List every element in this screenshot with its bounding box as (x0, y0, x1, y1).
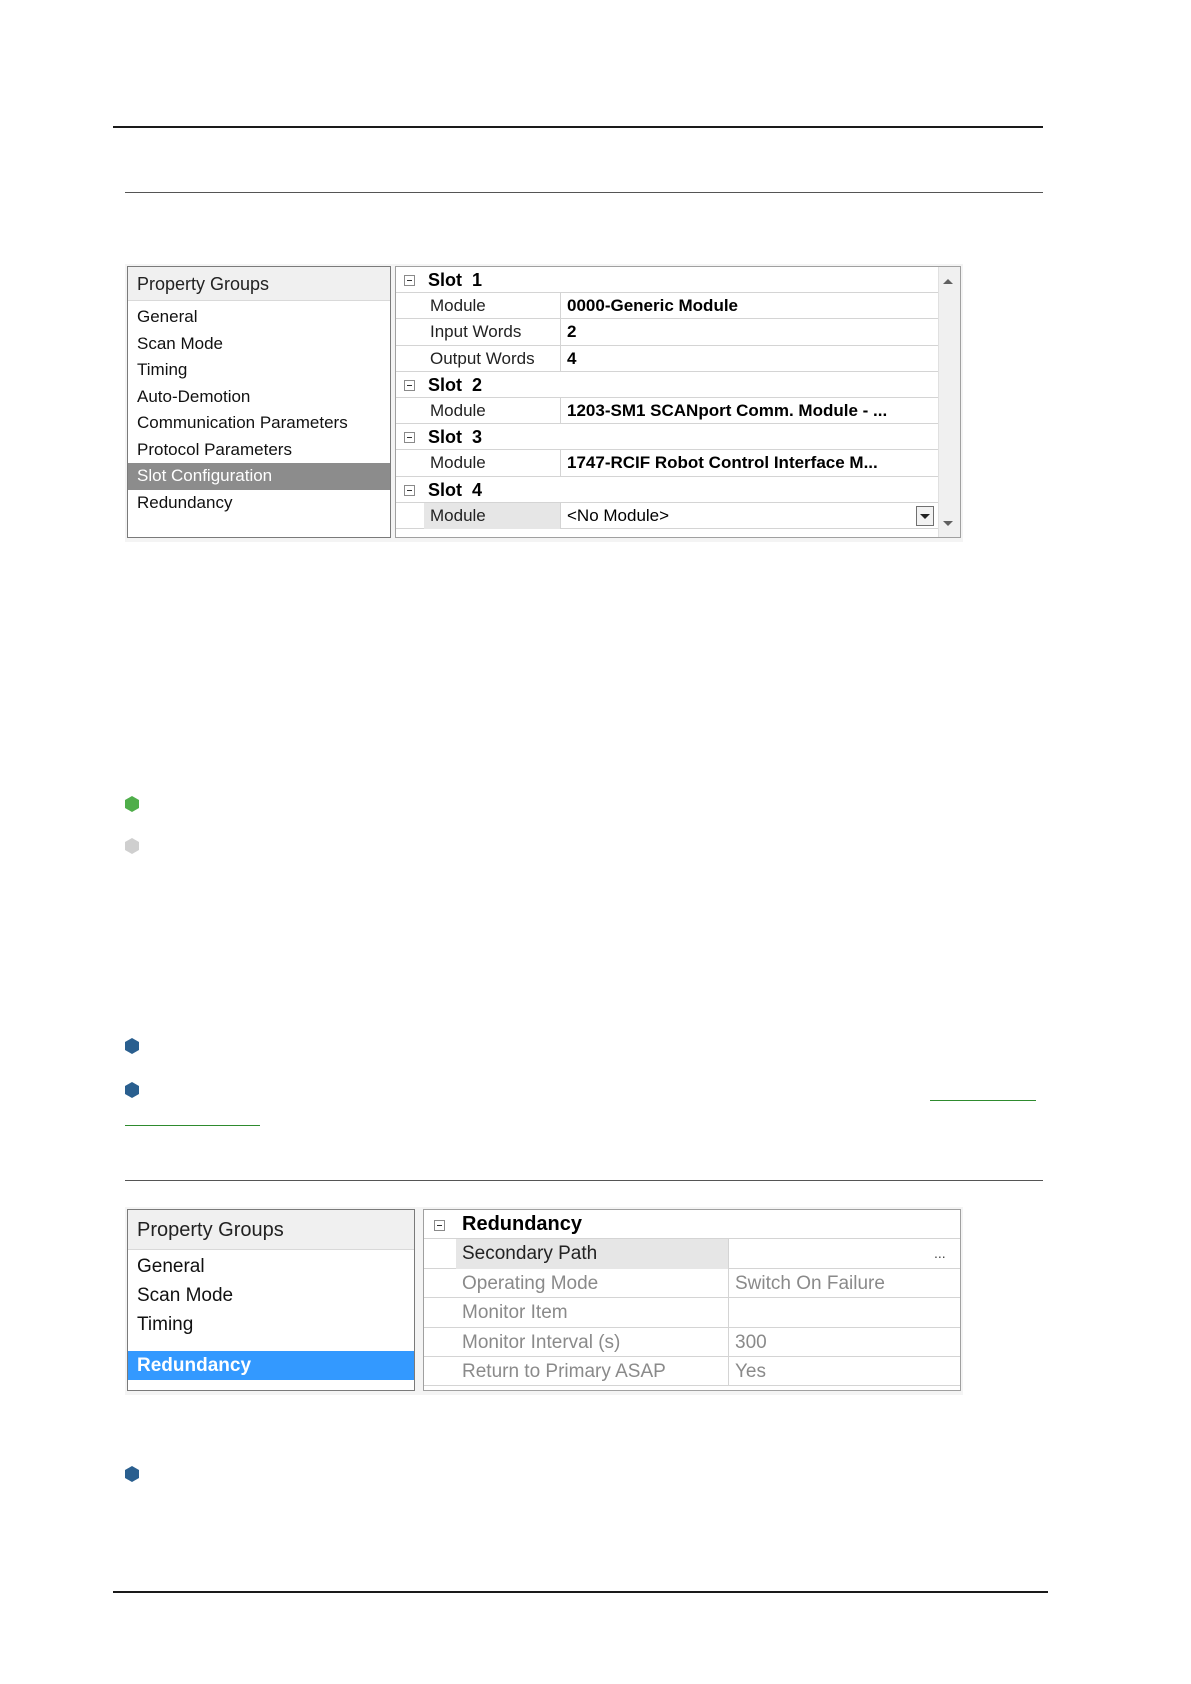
property-name: Return to Primary ASAP (462, 1361, 666, 1382)
property-row[interactable] (396, 503, 938, 529)
collapse-toggle-icon[interactable] (404, 380, 415, 391)
hyperlink-underline[interactable] (125, 1125, 260, 1126)
slot-category-name: Slot 4 (428, 479, 483, 500)
hyperlink-underline[interactable] (930, 1100, 1036, 1101)
property-groups-list (128, 1250, 414, 1380)
property-group-auto-demotion[interactable]: Auto-Demotion (137, 386, 251, 406)
slot-category-name: Slot 1 (428, 270, 483, 290)
property-groups-panel (127, 266, 391, 538)
collapse-toggle-icon[interactable] (434, 1220, 445, 1231)
property-name: Input Words (430, 322, 522, 342)
hexagon-bullet-icon (125, 1466, 139, 1482)
property-value[interactable]: Switch On Failure (728, 1269, 960, 1298)
slot-category-name: Slot 3 (428, 427, 483, 448)
property-row[interactable] (396, 346, 938, 372)
property-name: Secondary Path (456, 1239, 728, 1268)
property-value[interactable]: 1747-RCIF Robot Control Interface M... (560, 450, 938, 476)
slot-category-row[interactable] (396, 372, 938, 398)
hexagon-bullet-icon (125, 1038, 139, 1054)
property-row[interactable] (424, 1269, 960, 1298)
property-name: Module (430, 296, 486, 316)
property-group-general[interactable]: General (137, 1256, 205, 1277)
redundancy-category-name: Redundancy (462, 1213, 583, 1235)
footer-rule (113, 1591, 1048, 1593)
collapse-toggle-icon[interactable] (404, 432, 415, 443)
property-name: Output Words (430, 348, 535, 368)
property-group-timing[interactable]: Timing (137, 360, 188, 379)
property-row[interactable] (396, 293, 938, 319)
property-groups-panel (127, 1209, 415, 1391)
property-name: Monitor Item (462, 1302, 568, 1324)
property-grid (395, 266, 961, 538)
property-group-communication-parameters[interactable]: Communication Parameters (137, 413, 348, 432)
chevron-down-icon[interactable] (916, 506, 934, 526)
property-value[interactable] (728, 1298, 960, 1327)
property-row[interactable] (424, 1328, 960, 1357)
property-group-general[interactable]: General (137, 307, 198, 326)
vertical-scrollbar[interactable] (938, 267, 960, 537)
hexagon-bullet-icon (125, 796, 139, 812)
property-value[interactable]: 4 (560, 346, 938, 372)
property-row[interactable] (424, 1298, 960, 1327)
property-value[interactable]: 1203-SM1 SCANport Comm. Module - ... (560, 398, 938, 424)
hexagon-bullet-icon (125, 1082, 139, 1098)
slot-configuration-dialog (125, 264, 963, 542)
property-value[interactable]: 300 (728, 1328, 960, 1357)
property-groups-list (128, 301, 390, 516)
scroll-up-arrow-icon[interactable] (943, 279, 953, 284)
property-value[interactable]: 2 (560, 319, 938, 345)
collapse-toggle-icon[interactable] (404, 485, 415, 496)
property-grid (423, 1209, 961, 1391)
redundancy-dialog (125, 1207, 963, 1395)
slot-category-name: Slot 2 (428, 374, 483, 395)
property-name: Module (424, 503, 560, 529)
property-row[interactable] (396, 398, 938, 424)
collapse-toggle-icon[interactable] (404, 275, 415, 286)
property-row[interactable] (424, 1357, 960, 1386)
slot-category-row[interactable] (396, 477, 938, 503)
slot-category-row[interactable] (396, 424, 938, 450)
property-name: Module (430, 453, 486, 473)
property-row[interactable] (396, 319, 938, 345)
hexagon-bullet-icon (125, 838, 139, 854)
section-rule-top (125, 192, 1043, 193)
property-value[interactable]: <No Module> (560, 503, 938, 529)
property-value[interactable] (728, 1239, 960, 1268)
property-group-timing[interactable]: Timing (137, 1314, 194, 1335)
redundancy-category-row[interactable] (424, 1210, 960, 1239)
property-groups-header: Property Groups (128, 267, 390, 301)
property-value[interactable]: 0000-Generic Module (560, 293, 938, 319)
property-group-scan-mode[interactable]: Scan Mode (137, 333, 223, 353)
property-group-redundancy[interactable]: Redundancy (128, 1351, 414, 1380)
slot-category-row[interactable] (396, 267, 938, 293)
property-value[interactable]: Yes (728, 1357, 960, 1386)
property-group-redundancy[interactable]: Redundancy (137, 492, 233, 512)
property-group-slot-configuration[interactable]: Slot Configuration (128, 463, 390, 490)
property-name: Module (430, 401, 486, 420)
property-name: Monitor Interval (s) (462, 1331, 621, 1353)
header-rule (113, 126, 1043, 128)
section-rule-redundancy (125, 1180, 1043, 1181)
property-row[interactable] (424, 1239, 960, 1268)
property-group-protocol-parameters[interactable]: Protocol Parameters (137, 439, 292, 459)
property-row[interactable] (396, 450, 938, 476)
ellipsis-icon[interactable]: ... (934, 1245, 946, 1262)
property-groups-header: Property Groups (128, 1210, 414, 1250)
property-name: Operating Mode (462, 1272, 599, 1294)
property-group-scan-mode[interactable]: Scan Mode (137, 1285, 234, 1306)
scroll-down-arrow-icon[interactable] (943, 521, 953, 526)
